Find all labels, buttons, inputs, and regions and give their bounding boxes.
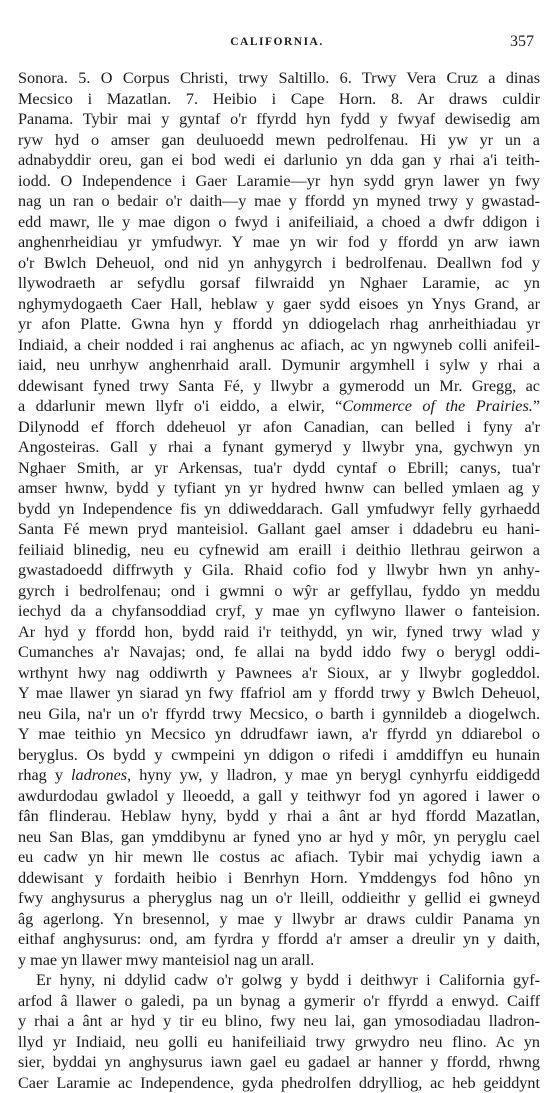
text-line: awdurdodau gwladol y lleoedd, a gall y teithwyr fod yn agored i lawer o: [18, 786, 540, 807]
text-line: fân flinderau. Heblaw hyny, bydd y rhai a ânt ar hyd ffordd Mazatlan,: [18, 806, 540, 827]
text-line: iaid, neu unrhyw anghenrhaid arall. Dymunir argymhell i sylw y rhai a: [18, 355, 540, 376]
text-line: ddewisant y fordaith heibio i Benrhyn Horn. Ymddengys fod hôno yn: [18, 868, 540, 889]
italic-phrase: ladrones: [71, 766, 127, 784]
text-line: gyrch i bedrolfenau; ond i gwmni o wŷr ar geffyllau, fyddo yn meddu: [18, 581, 540, 602]
text-line: yr afon Platte. Gwna hyn y ffordd yn ddiogelach rhag anrheithiadau yr: [18, 314, 540, 335]
text-line: Ar hyd y ffordd hon, bydd raid i'r teithydd, yn wir, fyned trwy wlad y: [18, 622, 540, 643]
text-line: a ddarlunir mewn llyfr o'i eiddo, a elwir, “Commerce of the Prairies.”: [18, 396, 540, 417]
text-line: Y mae teithio yn Mecsico yn ddrudfawr iawn, a'r ffyrdd yn ddiarebol o: [18, 724, 540, 745]
text-line: Angosteiras. Gall y rhai a fynant gymeryd y llwybr yna, gychwyn yn: [18, 437, 540, 458]
text-line: arfod â llawer o galedi, pa un bynag a gymerir o'r ffyrdd a enwyd. Caiff: [18, 991, 540, 1012]
text-line: Santa Fé mewn pryd manteisiol. Gallant gael amser i ddadebru eu hani-: [18, 519, 540, 540]
text-line: amser hwnw, bydd y tyfiant yn yr hydred hwnw can belled ymlaen ag y: [18, 478, 540, 499]
text-line: Caer Laramie ac Independence, gyda phedrolfen ddrylliog, ac heb geiddynt: [18, 1073, 540, 1093]
text-line: nghymydogaeth Caer Hall, heblaw y gaer sydd eisoes yn Ynys Grand, ar: [18, 294, 540, 315]
running-head: CALIFORNIA.: [0, 36, 554, 48]
text-line: Er hyny, ni ddylid cadw o'r golwg y bydd i deithwyr i California gyf-: [18, 970, 540, 991]
text-line: Nghaer Smith, ar yr Arkensas, tua'r dydd cyntaf o Ebrill; canys, tua'r: [18, 458, 540, 479]
text-line: Cumanches a'r Navajas; ond, fe allai na bydd iddo fwy o berygl oddi-: [18, 642, 540, 663]
text-line: ryw hyd o amser gan deuluoedd mewn pedrolfenau. Hi yw yr un a: [18, 130, 540, 151]
text-line: Panama. Tybir mai y gyntaf o'r ffyrdd hyn fydd y fwyaf dewisedig am: [18, 109, 540, 130]
text-line: adnabyddir oreu, gan ei bod wedi ei darlunio yn dda gan y rhai a'i teith-: [18, 150, 540, 171]
page-number: 357: [510, 33, 534, 51]
text-line: beryglus. Os bydd y cwmpeini yn ddigon o rifedi i amddiffyn eu hunain: [18, 745, 540, 766]
text-line: Indiaid, a cheir nodded i rai anghenus ac afiach, ac yn ngwyneb colli anifeil-: [18, 335, 540, 356]
text-line: feiliaid blinedig, neu eu cyfnewid am eraill i deithio llethrau geirwon a: [18, 540, 540, 561]
body-text: [18, 68, 540, 1093]
text-line: y mae yn llawer mwy manteisiol nag un arall.: [18, 950, 540, 971]
text-line: wrthynt hwy nag oddiwrth y Pawnees a'r Sioux, ar y llwybr gogleddol.: [18, 663, 540, 684]
text-line: y rhai a ânt ar hyd y tir eu blino, fwy neu lai, gan ymosodiadau lladron-: [18, 1011, 540, 1032]
text-line: llyd yr Indiaid, neu golli eu hanifeiliaid trwy grwydro neu flino. Ac yn: [18, 1032, 540, 1053]
text-line: anghenrheidiau yr ymfudwyr. Y mae yn wir fod y ffordd yn arw iawn: [18, 232, 540, 253]
text-line: rhag y ladrones, hyny yw, y lladron, y mae yn berygl cynhyrfu eiddigedd: [18, 765, 540, 786]
text-line: Mecsico i Mazatlan. 7. Heibio i Cape Horn. 8. Ar draws culdir: [18, 89, 540, 110]
text-line: neu Gila, na'r un o'r ffyrdd trwy Mecsico, o barth i gynnildeb a diogelwch.: [18, 704, 540, 725]
text-line: eithaf anghysurus: ond, am fyrdra y ffordd a'r amser a dreulir yn y daith,: [18, 929, 540, 950]
text-line: gwastadoedd diffrwyth y Gila. Rhaid cofio fod y llwybr hwn yn anhy-: [18, 560, 540, 581]
text-line: nag un ran o bedair o'r daith—y mae y ffordd yn myned trwy y gwastad-: [18, 191, 540, 212]
text-line: iechyd da a chyfansoddiad cryf, y mae yn cyflwyno llawer o fanteision.: [18, 601, 540, 622]
text-line: iodd. O Independence i Gaer Laramie—yr hyn sydd gryn lawer yn fwy: [18, 171, 540, 192]
text-line: fwy anghysurus a pheryglus nag un o'r lleill, oddieithr y gellid ei gwneyd: [18, 888, 540, 909]
text-line: âg agerlong. Yn bresennol, y mae y llwybr ar draws culdir Panama yn: [18, 909, 540, 930]
text-line: Y mae llawer yn siarad yn fwy ffafriol am y ffordd trwy y Bwlch Deheuol,: [18, 683, 540, 704]
text-line: llywodraeth ar sefydlu gorsaf filwraidd yn Nghaer Laramie, ac yn: [18, 273, 540, 294]
text-line: sier, byddai yn anghysurus iawn gael eu gadael ar hanner y ffordd, rhwng: [18, 1052, 540, 1073]
text-line: Dilynodd ef fforch ddeheuol yr afon Canadian, can belled i fyny a'r: [18, 417, 540, 438]
text-line: ddewisant fyned trwy Santa Fé, y llwybr a gymerodd un Mr. Gregg, ac: [18, 376, 540, 397]
text-line: edd mawr, lle y mae digon o fwyd i anifeiliaid, a choed a dwfr ddigon i: [18, 212, 540, 233]
text-line: o'r Bwlch Deheuol, ond nid yn anhygyrch i bedrolfenau. Deallwn fod y: [18, 253, 540, 274]
text-line: Sonora. 5. O Corpus Christi, trwy Saltillo. 6. Trwy Vera Cruz a dinas: [18, 68, 540, 89]
text-line: bydd yn Independence fis yn ddiweddarach. Gall ymfudwyr felly gyrhaedd: [18, 499, 540, 520]
italic-phrase: Commerce of the Prairies.: [342, 397, 532, 415]
text-line: eu cadw yn hir mewn lle costus ac afiach. Tybir mai ychydig iawn a: [18, 847, 540, 868]
text-line: neu San Blas, gan ymddibynu ar fyned yno ar hyd y môr, yn peryglu cael: [18, 827, 540, 848]
